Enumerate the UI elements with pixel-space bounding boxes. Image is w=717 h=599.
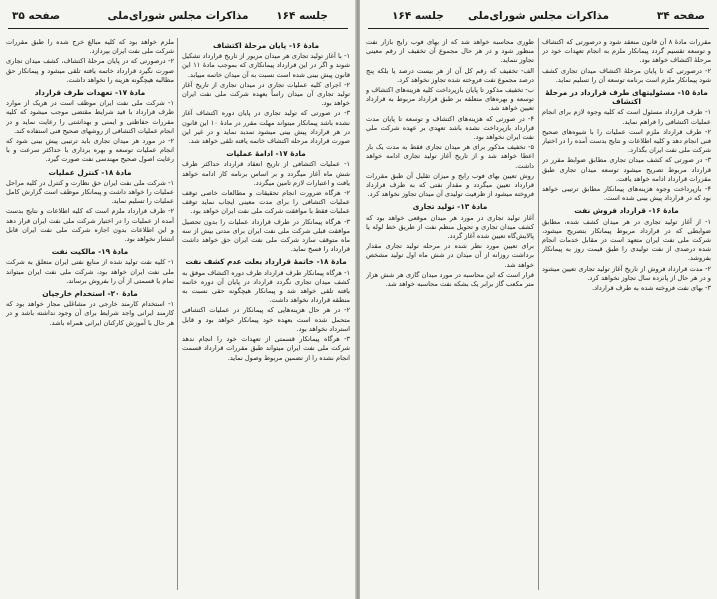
article-paragraph: ۱- از آغاز تولید تجاری در هر میدان کشف شده، مطابق ضوابطی که در قرارداد مربوط پیمانکار بتصریح میشود، شرکت ملی نفت ایران متعهد است در مقابل خدمات انجام شده درصدی از نفت تولیدی را طبق قیمت روز به پیمانکار بفروشد. (542, 217, 711, 263)
article-paragraph: ۱- شرکت ملی نفت ایران حق نظارت و کنترل در کلیه مراحل عملیات را خواهد داشت و پیمانکار موظف است گزارش کامل عملیات را تسلیم نماید. (6, 178, 174, 206)
left-page-column-right (182, 38, 350, 594)
article-paragraph: ۴- بازپرداخت وجوه هزینه‌های پیمانکار مطابق ترتیبی خواهد بود که در قرارداد پیش بینی شده است. (542, 185, 711, 203)
header-rule (8, 28, 348, 29)
page-number: صفحه ۳۵ (12, 10, 61, 22)
page-number: صفحه ۳۴ (656, 10, 705, 22)
article-heading: مادۀ ۱۳- تولید تجاری (412, 202, 488, 212)
article-paragraph: ۱- عملیات اکتشافی از تاریخ انعقاد قرارداد حداکثر ظرف شش ماه آغاز میگردد و بر اساس برنامه کار ادامه خواهد یافت و اعتبارات لازم تامین میگردد. (182, 160, 350, 187)
article-paragraph: آغاز تولید تجاری در مورد هر میدان موقعی خواهد بود که کشف میدان تجاری و تحویل منظم نفت از طریق خط لوله یا پالایش‌گاه تعیین شده آغاز گردد. (366, 213, 534, 241)
article-paragraph: مقررات مادۀ ۸ آن قانون منعقد شود و درصورتی که اکتشاف و توسعه تقسیم گردد پیمانکار ملزم به انجام تعهدات خود در مرحلۀ اکتشاف خواهد بود. (542, 38, 711, 65)
column-divider (538, 38, 539, 590)
article-paragraph: طوری محاسبه خواهد شد که از بهای فوب رایج بازار نفت منظور شود و در هر حال مجموع آن تخفیف از رقم معینی تجاوز ننماید. (366, 38, 534, 65)
article-paragraph: برای تعیین مورد نظر شده در مرحله تولید تجاری مقدار برداشت روزانه از آن میدان در شش ماه اول تولید مشخص خواهد شد. (366, 242, 534, 269)
right-page-column-right (542, 38, 711, 594)
article-paragraph: ۳- هرگاه پیمانکار قسمتی از تعهدات خود را انجام ندهد شرکت ملی نفت ایران میتواند طبق مقررات قرارداد قسمت انجام نشده را از تضمین مربوط وصول نماید. (182, 335, 350, 362)
right-page-column-left (366, 38, 534, 594)
page-title: مذاکرات مجلس شورای‌ملی (107, 10, 249, 22)
article-heading: مادۀ ۱۹- مالکیت نفت (51, 247, 129, 257)
article-paragraph: ۲- درصورتی که در پایان مرحلۀ اکتشاف، کشف میدان تجاری صورت نگیرد قرارداد خاتمه یافته تلقی میشود و پیمانکار حق مطالبه هیچگونه هزینه را نخواهد داشت. (6, 57, 174, 84)
header-rule (368, 28, 709, 29)
article-paragraph: ۱- شرکت ملی نفت ایران موظف است در هریک از موارد طرف قرارداد با قید شرایط مقتضی موجب میشود که کلیه مقررات حفاظتی و ایمنی و بهداشتی را رعایت نماید و در انجام عملیات اکتشافی از روشهای صحیح فنی استفاده کند. (6, 99, 174, 135)
article-paragraph: ۲- طرف قرارداد ملزم است که کلیه اطلاعات و نتایج بدست آمده از عملیات را در اختیار شرکت ملی نفت ایران قرار دهد و این اطلاعات بدون اجازه شرکت ملی نفت ایران قابل انتشار نخواهد بود. (6, 207, 174, 244)
article-heading: مادۀ ۱۷- ادامۀ عملیات (226, 149, 306, 159)
right-page-header (368, 6, 709, 34)
article-paragraph: ملزم خواهد بود که کلیه مبالغ خرج شده را طبق مقررات شرکت ملی نفت ایران بپردازد. (6, 38, 174, 56)
article-paragraph: ۱- هرگاه پیمانکار طرف قرارداد ظرف دوره اکتشاف موفق به کشف میدان تجاری نگردد قرارداد در پایان آن دوره خاتمه یافته تلقی خواهد شد و پیمانکار هیچگونه حقی نسبت به منطقه قرارداد نخواهد داشت. (182, 268, 350, 305)
article-heading: مادۀ ۲۰- استخدام خارجیان (42, 289, 138, 299)
article-paragraph: ۲- درصورتی که تا پایان مرحلۀ اکتشاف میدان تجاری کشف شود پیمانکار ملزم است برنامه توسعه آن را تسلیم نماید. (542, 66, 711, 84)
session-number: جلسه ۱۶۴ (276, 10, 328, 22)
article-paragraph: ۳- در صورتی که کشف میدان تجاری مطابق ضوابط مقرر در قرارداد مربوط تصریح میشود توسعه میدان تجاری طبق مقررات قرارداد ادامه خواهد یافت. (542, 156, 711, 183)
column-divider (177, 38, 178, 590)
article-paragraph: ۵- تخفیف مذکور برای هر میدان تجاری فقط به مدت یک بار اعطا خواهد شد و از تاریخ آغاز تولید تجاری ادامه خواهد داشت. (366, 143, 534, 170)
article-paragraph: قرار است که این محاسبه در مورد میدان گازی هر شش هزار متر مکعب گاز برابر یک بشکه نفت محاسبه خواهد شد. (366, 270, 534, 289)
article-paragraph: ۱- کلیه نفت تولید شده از منابع نفتی ایران متعلق به شرکت ملی نفت ایران خواهد بود، شرکت ملی نفت ایران میتواند تمام یا قسمتی از آن را بفروش برساند. (6, 258, 174, 285)
article-paragraph: روش تعیین بهای فوب رایج و میزان تقلیل آن طبق مقررات قرارداد تعیین میگردد و مقدار نفتی که به طرف قرارداد فروخته میشود از ظرفیت تولیدی آن میدان تجاوز نخواهد کرد. (366, 171, 534, 199)
article-paragraph: ۲- هرگاه ضرورت انجام تحقیقات و مطالعات خاصی توقف عملیات اکتشافی را برای مدت معینی ایجاب نماید توقف عملیات فقط با موافقت شرکت ملی نفت ایران خواهد بود. (182, 189, 350, 216)
article-heading: مادۀ ۱۸- خاتمۀ قرارداد بعلت عدم کشف نفت (185, 257, 347, 267)
article-paragraph: ۳- بهای نفت فروخته شده به طرف قرارداد. (591, 284, 711, 293)
article-paragraph: الف- تخفیف که رقم کل آن از هر بیست درصد یا بلکه پنج درصد مجموع نفت فروخته شده تجاوز نخواهد کرد. (366, 66, 534, 84)
article-heading: مادۀ ۱۶- پایان مرحلۀ اکتشاف (212, 41, 320, 50)
article-paragraph: ب- تخفیف مذکور تا پایان بازپرداخت کلیه هزینه‌های اکتشاف و توسعه و بهره‌های متعلقه بر طبق قرارداد مربوط به قرارداد تعیین خواهد شد. (366, 86, 534, 113)
article-paragraph: ۳- در صورتی که تولید تجاری در پایان دوره اکتشاف آغاز نشده باشد پیمانکار میتواند مهلت مقرر در مادۀ ۱۰ این قانون در هر قرارداد پیش بینی میشود تمدید نماید و در غیر این صورت قرارداد مرحله اکتشاف خاتمه یافته تلقی خواهد شد. (182, 109, 350, 146)
article-paragraph: ۴- در صورتی که هزینه‌های اکتشاف و توسعه تا پایان مدت قرارداد بازپرداخت نشده باشد تعهدی بر عهده شرکت ملی نفت ایران نخواهد بود. (366, 114, 534, 142)
right-page (360, 0, 717, 599)
page-title: مذاکرات مجلس شورای‌ملی (467, 10, 610, 22)
left-page-column-left (6, 38, 174, 594)
article-paragraph: ۲- طرف قرارداد ملزم است عملیات را با شیوه‌های صحیح فنی انجام دهد و کلیه اطلاعات و نتایج بدست آمده را در اختیار شرکت ملی نفت ایران بگذارد. (542, 127, 711, 155)
article-paragraph: ۲- در هر حال هزینه‌هایی که پیمانکار در عملیات اکتشافی متحمل شده است بعهده خود پیمانکار خواهد بود و قابل استرداد نخواهد بود. (182, 306, 350, 333)
article-paragraph: ۲- در مورد هر میدان تجاری باید ترتیبی پیش بینی شود که انجام عملیات توسعه و بهره برداری با حداکثر سرعت و با رعایت اصول صحیح مهندسی نفت صورت گیرد. (6, 137, 174, 164)
article-paragraph: ۳- هرگاه پیمانکار در طرف قرارداد عملیات را بدون تحصیل موافقت قبلی شرکت ملی نفت ایران برای مدتی بیش از سه ماه متوقف سازد شرکت ملی نفت ایران حق خواهد داشت قرارداد را فسخ نماید. (182, 217, 350, 254)
article-paragraph: ۲- مدت قرارداد فروش از تاریخ آغاز تولید تجاری تعیین میشود و در هر حال از پانزده سال تجاوز نخواهد کرد. (542, 264, 711, 282)
article-paragraph: ۲- اجرای کلیه عملیات تجاری در میدان تجاری از تاریخ آغاز تولید تجاری آن میدان راساً بعهده شرکت ملی نفت ایران خواهد بود. (182, 80, 350, 108)
article-paragraph: ۱- با آغاز تولید تجاری هر میدان مزبور از تاریخ قرارداد تشکیل شوند و اگر در این قرارداد پیمانکاری که بموجب مادۀ ۱۱ این قانون پیش بینی شده است نسبت به آن میدان خاتمه مییابد. (182, 52, 350, 79)
article-heading: مادۀ ۱۷- تعهدات طرف قرارداد (34, 88, 146, 98)
left-page (0, 0, 356, 599)
article-heading: مادۀ ۱۶- قرارداد فروش نفت (574, 206, 679, 216)
article-paragraph: ۱- طرف قرارداد مسئول است که کلیه وجوه لازم برای انجام عملیات اکتشافی را فراهم نماید. (542, 108, 711, 126)
session-number: جلسه ۱۶۴ (392, 10, 444, 22)
article-paragraph: ۱- استخدام کارمند خارجی در مشاغلی مجاز خواهد بود که کارمند ایرانی واجد شرایط برای آن وجود نداشته باشد و در هر حال با آموزش کارکنان ایرانی همراه باشد. (6, 300, 174, 327)
left-page-header (8, 6, 348, 34)
article-heading: مادۀ ۱۸- کنترل عملیات (48, 167, 132, 177)
article-heading: مادۀ ۱۵- مسئولیتهای طرف قرارداد در مرحلۀ اکتشاف (545, 88, 708, 107)
